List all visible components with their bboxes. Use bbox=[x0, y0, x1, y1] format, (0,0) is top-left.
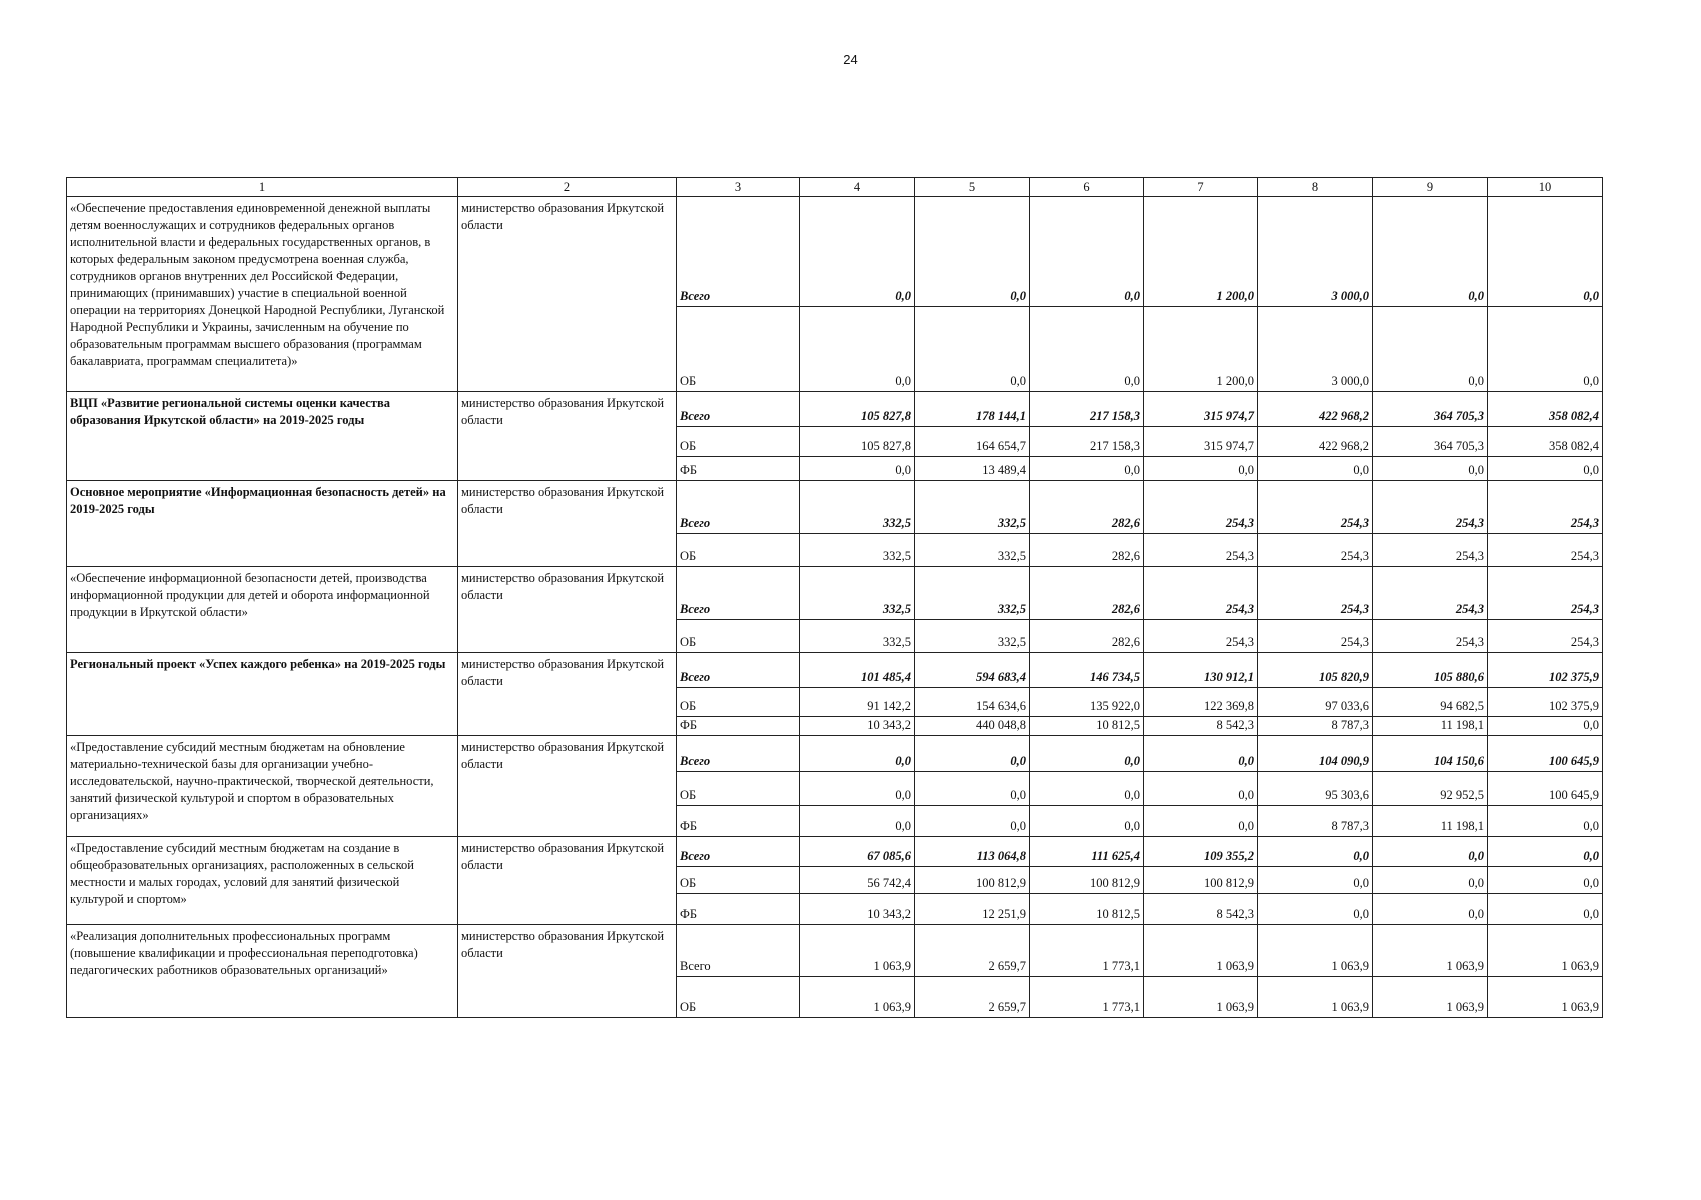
amount-cell: 97 033,6 bbox=[1258, 688, 1373, 717]
amount-cell: 95 303,6 bbox=[1258, 772, 1373, 806]
amount-cell: 0,0 bbox=[1258, 457, 1373, 481]
amount-cell: 594 683,4 bbox=[915, 653, 1030, 688]
funding-source: ОБ bbox=[677, 307, 800, 392]
funding-source: Всего bbox=[677, 567, 800, 620]
funding-source: Всего bbox=[677, 481, 800, 534]
amount-cell: 254,3 bbox=[1488, 534, 1603, 567]
amount-cell: 1 773,1 bbox=[1030, 977, 1144, 1018]
amount-cell: 0,0 bbox=[1144, 806, 1258, 837]
amount-cell: 0,0 bbox=[1373, 867, 1488, 894]
amount-cell: 254,3 bbox=[1373, 481, 1488, 534]
amount-cell: 146 734,5 bbox=[1030, 653, 1144, 688]
amount-cell: 11 198,1 bbox=[1373, 717, 1488, 736]
col-header-4: 4 bbox=[800, 178, 915, 197]
amount-cell: 1 063,9 bbox=[1373, 925, 1488, 977]
amount-cell: 13 489,4 bbox=[915, 457, 1030, 481]
amount-cell: 254,3 bbox=[1258, 534, 1373, 567]
amount-cell: 254,3 bbox=[1258, 481, 1373, 534]
measure-name: «Обеспечение предоставления единовременной денежной выплаты детям военнослужащих и сотрудников федеральных органов исполнительной власти и федеральных государственных органов, в которых федеральным законом предусмотрена военная служба, сотрудников органов внутренних дел Российской Федерации, принимающих (принимавших) участие в специальной военной операции на территориях Донецкой Народной Республики, Луганской Народной Республики и Украины, зачисленным на обучение по образовательным программам высшего образования (программам бакалавриата, программам специалитета)» bbox=[67, 197, 458, 392]
amount-cell: 1 773,1 bbox=[1030, 925, 1144, 977]
table-row bbox=[67, 392, 1603, 427]
amount-cell: 122 369,8 bbox=[1144, 688, 1258, 717]
amount-cell: 0,0 bbox=[800, 806, 915, 837]
amount-cell: 101 485,4 bbox=[800, 653, 915, 688]
amount-cell: 0,0 bbox=[1373, 894, 1488, 925]
amount-cell: 0,0 bbox=[915, 197, 1030, 307]
amount-cell: 1 063,9 bbox=[800, 977, 915, 1018]
amount-cell: 164 654,7 bbox=[915, 427, 1030, 457]
amount-cell: 0,0 bbox=[915, 806, 1030, 837]
funding-source: ОБ bbox=[677, 772, 800, 806]
amount-cell: 8 542,3 bbox=[1144, 717, 1258, 736]
amount-cell: 10 343,2 bbox=[800, 894, 915, 925]
amount-cell: 0,0 bbox=[1144, 736, 1258, 772]
amount-cell: 0,0 bbox=[915, 772, 1030, 806]
amount-cell: 91 142,2 bbox=[800, 688, 915, 717]
amount-cell: 254,3 bbox=[1373, 620, 1488, 653]
amount-cell: 94 682,5 bbox=[1373, 688, 1488, 717]
amount-cell: 105 827,8 bbox=[800, 427, 915, 457]
measure-name: «Предоставление субсидий местным бюджетам на создание в общеобразовательных организациях, расположенных в сельской местности и малых городах, условий для занятий физической культурой и спортом» bbox=[67, 837, 458, 925]
amount-cell: 0,0 bbox=[915, 307, 1030, 392]
col-header-9: 9 bbox=[1373, 178, 1488, 197]
amount-cell: 254,3 bbox=[1373, 567, 1488, 620]
measure-name: Региональный проект «Успех каждого ребенка» на 2019-2025 годы bbox=[67, 653, 458, 736]
amount-cell: 254,3 bbox=[1488, 620, 1603, 653]
funding-source: Всего bbox=[677, 197, 800, 307]
responsible-executor: министерство образования Иркутской области bbox=[458, 653, 677, 736]
amount-cell: 254,3 bbox=[1258, 567, 1373, 620]
amount-cell: 102 375,9 bbox=[1488, 653, 1603, 688]
amount-cell: 0,0 bbox=[1373, 837, 1488, 867]
amount-cell: 0,0 bbox=[1488, 457, 1603, 481]
amount-cell: 0,0 bbox=[1030, 772, 1144, 806]
table-row bbox=[67, 837, 1603, 867]
amount-cell: 315 974,7 bbox=[1144, 392, 1258, 427]
funding-source: ОБ bbox=[677, 534, 800, 567]
amount-cell: 254,3 bbox=[1144, 481, 1258, 534]
amount-cell: 1 063,9 bbox=[1144, 977, 1258, 1018]
amount-cell: 10 812,5 bbox=[1030, 894, 1144, 925]
amount-cell: 10 343,2 bbox=[800, 717, 915, 736]
amount-cell: 105 827,8 bbox=[800, 392, 915, 427]
amount-cell: 105 820,9 bbox=[1258, 653, 1373, 688]
amount-cell: 0,0 bbox=[1488, 894, 1603, 925]
amount-cell: 0,0 bbox=[1258, 837, 1373, 867]
amount-cell: 12 251,9 bbox=[915, 894, 1030, 925]
amount-cell: 332,5 bbox=[800, 534, 915, 567]
amount-cell: 332,5 bbox=[915, 534, 1030, 567]
responsible-executor: министерство образования Иркутской области bbox=[458, 197, 677, 392]
col-header-3: 3 bbox=[677, 178, 800, 197]
amount-cell: 0,0 bbox=[1258, 894, 1373, 925]
amount-cell: 217 158,3 bbox=[1030, 392, 1144, 427]
amount-cell: 332,5 bbox=[915, 620, 1030, 653]
amount-cell: 440 048,8 bbox=[915, 717, 1030, 736]
amount-cell: 0,0 bbox=[800, 457, 915, 481]
amount-cell: 1 063,9 bbox=[1373, 977, 1488, 1018]
responsible-executor: министерство образования Иркутской области bbox=[458, 837, 677, 925]
amount-cell: 0,0 bbox=[1373, 197, 1488, 307]
amount-cell: 254,3 bbox=[1144, 534, 1258, 567]
amount-cell: 1 063,9 bbox=[1144, 925, 1258, 977]
amount-cell: 104 090,9 bbox=[1258, 736, 1373, 772]
amount-cell: 102 375,9 bbox=[1488, 688, 1603, 717]
amount-cell: 422 968,2 bbox=[1258, 392, 1373, 427]
amount-cell: 0,0 bbox=[1144, 457, 1258, 481]
measure-name: «Реализация дополнительных профессиональных программ (повышение квалификации и профессиональная переподготовка) педагогических работников образовательных организаций» bbox=[67, 925, 458, 1018]
amount-cell: 154 634,6 bbox=[915, 688, 1030, 717]
amount-cell: 422 968,2 bbox=[1258, 427, 1373, 457]
amount-cell: 332,5 bbox=[800, 620, 915, 653]
amount-cell: 282,6 bbox=[1030, 567, 1144, 620]
amount-cell: 1 200,0 bbox=[1144, 197, 1258, 307]
amount-cell: 0,0 bbox=[1030, 307, 1144, 392]
table-row bbox=[67, 197, 1603, 307]
col-header-1: 1 bbox=[67, 178, 458, 197]
col-header-7: 7 bbox=[1144, 178, 1258, 197]
amount-cell: 254,3 bbox=[1144, 567, 1258, 620]
table-row bbox=[67, 653, 1603, 688]
amount-cell: 1 063,9 bbox=[1258, 977, 1373, 1018]
amount-cell: 1 063,9 bbox=[1488, 925, 1603, 977]
funding-source: ОБ bbox=[677, 688, 800, 717]
amount-cell: 332,5 bbox=[800, 481, 915, 534]
amount-cell: 135 922,0 bbox=[1030, 688, 1144, 717]
amount-cell: 0,0 bbox=[1030, 457, 1144, 481]
measure-name: Основное мероприятие «Информационная безопасность детей» на 2019-2025 годы bbox=[67, 481, 458, 567]
funding-source: Всего bbox=[677, 925, 800, 977]
amount-cell: 1 063,9 bbox=[1488, 977, 1603, 1018]
amount-cell: 0,0 bbox=[1144, 772, 1258, 806]
amount-cell: 0,0 bbox=[1488, 806, 1603, 837]
amount-cell: 0,0 bbox=[800, 736, 915, 772]
responsible-executor: министерство образования Иркутской области bbox=[458, 567, 677, 653]
funding-source: Всего bbox=[677, 736, 800, 772]
amount-cell: 178 144,1 bbox=[915, 392, 1030, 427]
funding-source: ФБ bbox=[677, 894, 800, 925]
amount-cell: 332,5 bbox=[915, 567, 1030, 620]
amount-cell: 1 063,9 bbox=[1258, 925, 1373, 977]
amount-cell: 105 880,6 bbox=[1373, 653, 1488, 688]
amount-cell: 100 812,9 bbox=[915, 867, 1030, 894]
amount-cell: 111 625,4 bbox=[1030, 837, 1144, 867]
amount-cell: 8 787,3 bbox=[1258, 806, 1373, 837]
col-header-6: 6 bbox=[1030, 178, 1144, 197]
funding-source: ОБ bbox=[677, 427, 800, 457]
funding-source: Всего bbox=[677, 653, 800, 688]
amount-cell: 0,0 bbox=[1373, 457, 1488, 481]
measure-name: «Обеспечение информационной безопасности детей, производства информационной продукции для детей и оборота информационной продукции в Иркутской области» bbox=[67, 567, 458, 653]
amount-cell: 100 645,9 bbox=[1488, 736, 1603, 772]
table-row bbox=[67, 481, 1603, 534]
amount-cell: 3 000,0 bbox=[1258, 197, 1373, 307]
amount-cell: 100 812,9 bbox=[1144, 867, 1258, 894]
amount-cell: 3 000,0 bbox=[1258, 307, 1373, 392]
amount-cell: 364 705,3 bbox=[1373, 392, 1488, 427]
table-row bbox=[67, 567, 1603, 620]
amount-cell: 0,0 bbox=[1488, 307, 1603, 392]
amount-cell: 1 200,0 bbox=[1144, 307, 1258, 392]
amount-cell: 332,5 bbox=[915, 481, 1030, 534]
amount-cell: 0,0 bbox=[800, 197, 915, 307]
amount-cell: 8 787,3 bbox=[1258, 717, 1373, 736]
funding-source: ФБ bbox=[677, 806, 800, 837]
funding-source: ОБ bbox=[677, 620, 800, 653]
amount-cell: 1 063,9 bbox=[800, 925, 915, 977]
funding-source: ФБ bbox=[677, 717, 800, 736]
amount-cell: 358 082,4 bbox=[1488, 392, 1603, 427]
amount-cell: 67 085,6 bbox=[800, 837, 915, 867]
amount-cell: 0,0 bbox=[800, 307, 915, 392]
amount-cell: 0,0 bbox=[915, 736, 1030, 772]
amount-cell: 113 064,8 bbox=[915, 837, 1030, 867]
table-row bbox=[67, 736, 1603, 772]
amount-cell: 0,0 bbox=[1488, 197, 1603, 307]
amount-cell: 104 150,6 bbox=[1373, 736, 1488, 772]
responsible-executor: министерство образования Иркутской области bbox=[458, 925, 677, 1018]
table-row bbox=[67, 925, 1603, 977]
measure-name: ВЦП «Развитие региональной системы оценки качества образования Иркутской области» на 2019-2025 годы bbox=[67, 392, 458, 481]
amount-cell: 100 645,9 bbox=[1488, 772, 1603, 806]
amount-cell: 254,3 bbox=[1488, 567, 1603, 620]
amount-cell: 0,0 bbox=[1258, 867, 1373, 894]
amount-cell: 364 705,3 bbox=[1373, 427, 1488, 457]
col-header-2: 2 bbox=[458, 178, 677, 197]
amount-cell: 109 355,2 bbox=[1144, 837, 1258, 867]
amount-cell: 2 659,7 bbox=[915, 977, 1030, 1018]
col-header-8: 8 bbox=[1258, 178, 1373, 197]
amount-cell: 358 082,4 bbox=[1488, 427, 1603, 457]
amount-cell: 0,0 bbox=[1373, 307, 1488, 392]
amount-cell: 282,6 bbox=[1030, 481, 1144, 534]
amount-cell: 0,0 bbox=[800, 772, 915, 806]
amount-cell: 0,0 bbox=[1488, 837, 1603, 867]
responsible-executor: министерство образования Иркутской области bbox=[458, 481, 677, 567]
amount-cell: 2 659,7 bbox=[915, 925, 1030, 977]
budget-table-wrapper bbox=[66, 177, 1603, 1018]
amount-cell: 0,0 bbox=[1488, 867, 1603, 894]
amount-cell: 254,3 bbox=[1488, 481, 1603, 534]
amount-cell: 0,0 bbox=[1488, 717, 1603, 736]
measure-name: «Предоставление субсидий местным бюджетам на обновление материально-технической базы для организации учебно-исследовательской, научно-практической, творческой деятельности, занятий физической культурой и спортом в образовательных организациях» bbox=[67, 736, 458, 837]
budget-table bbox=[66, 177, 1603, 1018]
amount-cell: 0,0 bbox=[1030, 806, 1144, 837]
amount-cell: 11 198,1 bbox=[1373, 806, 1488, 837]
funding-source: ОБ bbox=[677, 867, 800, 894]
amount-cell: 100 812,9 bbox=[1030, 867, 1144, 894]
amount-cell: 92 952,5 bbox=[1373, 772, 1488, 806]
amount-cell: 8 542,3 bbox=[1144, 894, 1258, 925]
funding-source: ОБ bbox=[677, 977, 800, 1018]
amount-cell: 0,0 bbox=[1030, 197, 1144, 307]
amount-cell: 254,3 bbox=[1144, 620, 1258, 653]
responsible-executor: министерство образования Иркутской области bbox=[458, 736, 677, 837]
funding-source: Всего bbox=[677, 837, 800, 867]
amount-cell: 254,3 bbox=[1258, 620, 1373, 653]
amount-cell: 254,3 bbox=[1373, 534, 1488, 567]
page-number: 24 bbox=[843, 52, 858, 67]
amount-cell: 282,6 bbox=[1030, 534, 1144, 567]
funding-source: Всего bbox=[677, 392, 800, 427]
amount-cell: 56 742,4 bbox=[800, 867, 915, 894]
amount-cell: 130 912,1 bbox=[1144, 653, 1258, 688]
amount-cell: 332,5 bbox=[800, 567, 915, 620]
column-number-header-row bbox=[67, 178, 1603, 197]
amount-cell: 282,6 bbox=[1030, 620, 1144, 653]
responsible-executor: министерство образования Иркутской области bbox=[458, 392, 677, 481]
amount-cell: 217 158,3 bbox=[1030, 427, 1144, 457]
funding-source: ФБ bbox=[677, 457, 800, 481]
col-header-5: 5 bbox=[915, 178, 1030, 197]
col-header-10: 10 bbox=[1488, 178, 1603, 197]
amount-cell: 0,0 bbox=[1030, 736, 1144, 772]
amount-cell: 315 974,7 bbox=[1144, 427, 1258, 457]
amount-cell: 10 812,5 bbox=[1030, 717, 1144, 736]
